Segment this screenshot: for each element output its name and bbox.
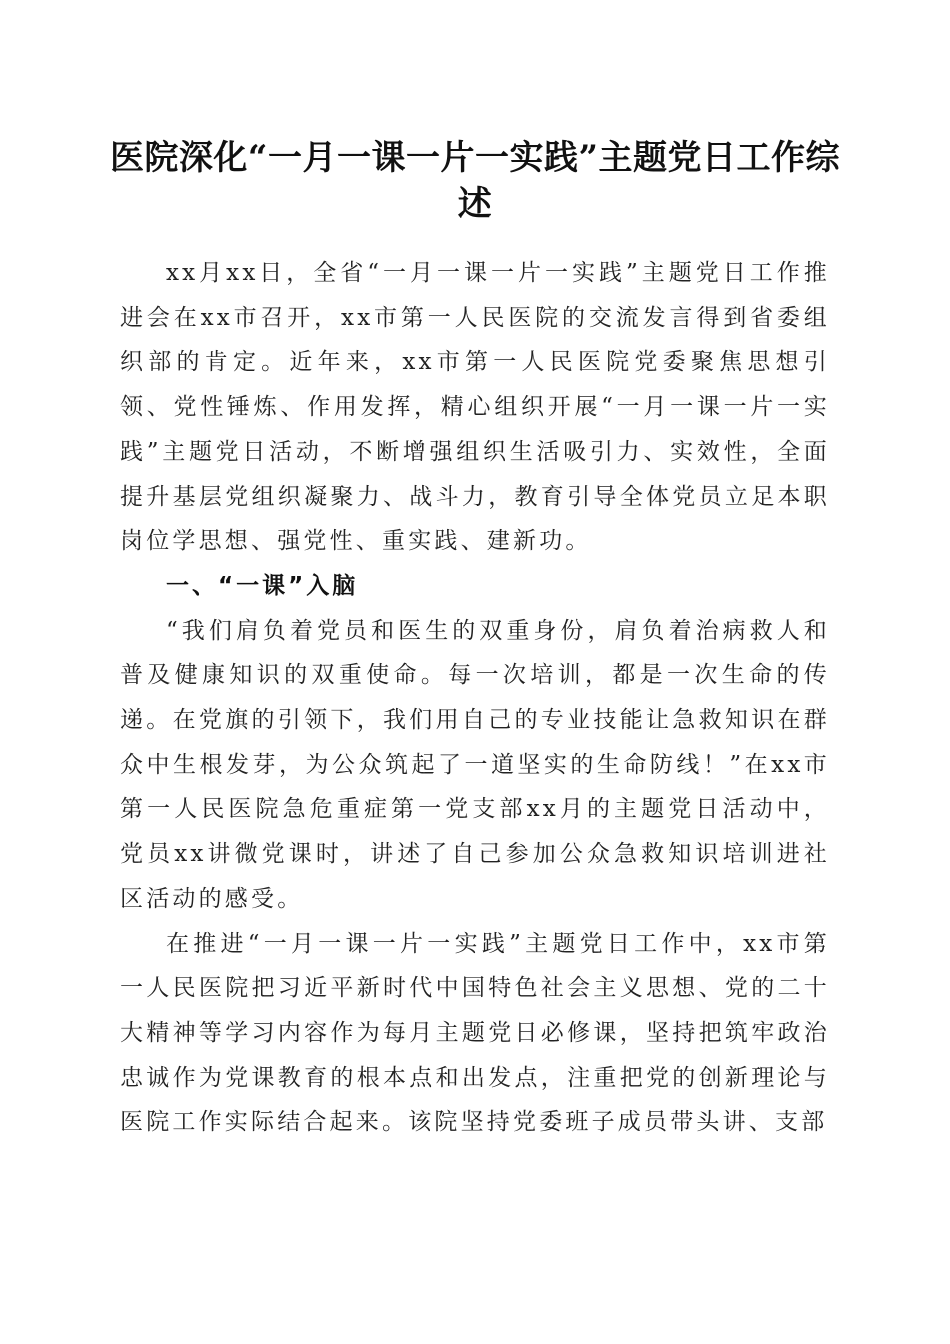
quote-paragraph: “我们肩负着党员和医生的双重身份，肩负着治病救人和普及健康知识的双重使命。每一次培训，都是一次生命的传递。在党旗的引领下，我们用自己的专业技能让急救知识在群众中生根发芽，为公众筑起了一道坚实的生命防线！”在xx市第一人民医院急危重症第一党支部xx月的主题党日活动中，党员xx讲微党课时，讲述了自己参加公众急救知识培训进社区活动的感受。 [120, 617, 830, 912]
document-body [120, 251, 830, 1145]
section-heading: 一、“一课”入脑 [166, 572, 359, 599]
body-paragraph: 在推进“一月一课一片一实践”主题党日工作中，xx市第一人民医院把习近平新时代中国特色社会主义思想、党的二十大精神等学习内容作为每月主题党日必修课，坚持把筑牢政治忠诚作为党课教育的根本点和出发点，注重把党的创新理论与医院工作实际结合起来。该院坚持党委班子成员带头讲、支部 [120, 930, 830, 1136]
intro-paragraph: xx月xx日，全省“一月一课一片一实践”主题党日工作推进会在xx市召开，xx市第一人民医院的交流发言得到省委组织部的肯定。近年来，xx市第一人民医院党委聚焦思想引领、党性锤炼、作用发挥，精心组织开展“一月一课一片一实践”主题党日活动，不断增强组织生活吸引力、实效性，全面提升基层党组织凝聚力、战斗力，教育引导全体党员立足本职岗位学思想、强党性、重实践、建新功。 [120, 260, 830, 555]
document-title: 医院深化“一月一课一片一实践”主题党日工作综述 [109, 138, 841, 224]
